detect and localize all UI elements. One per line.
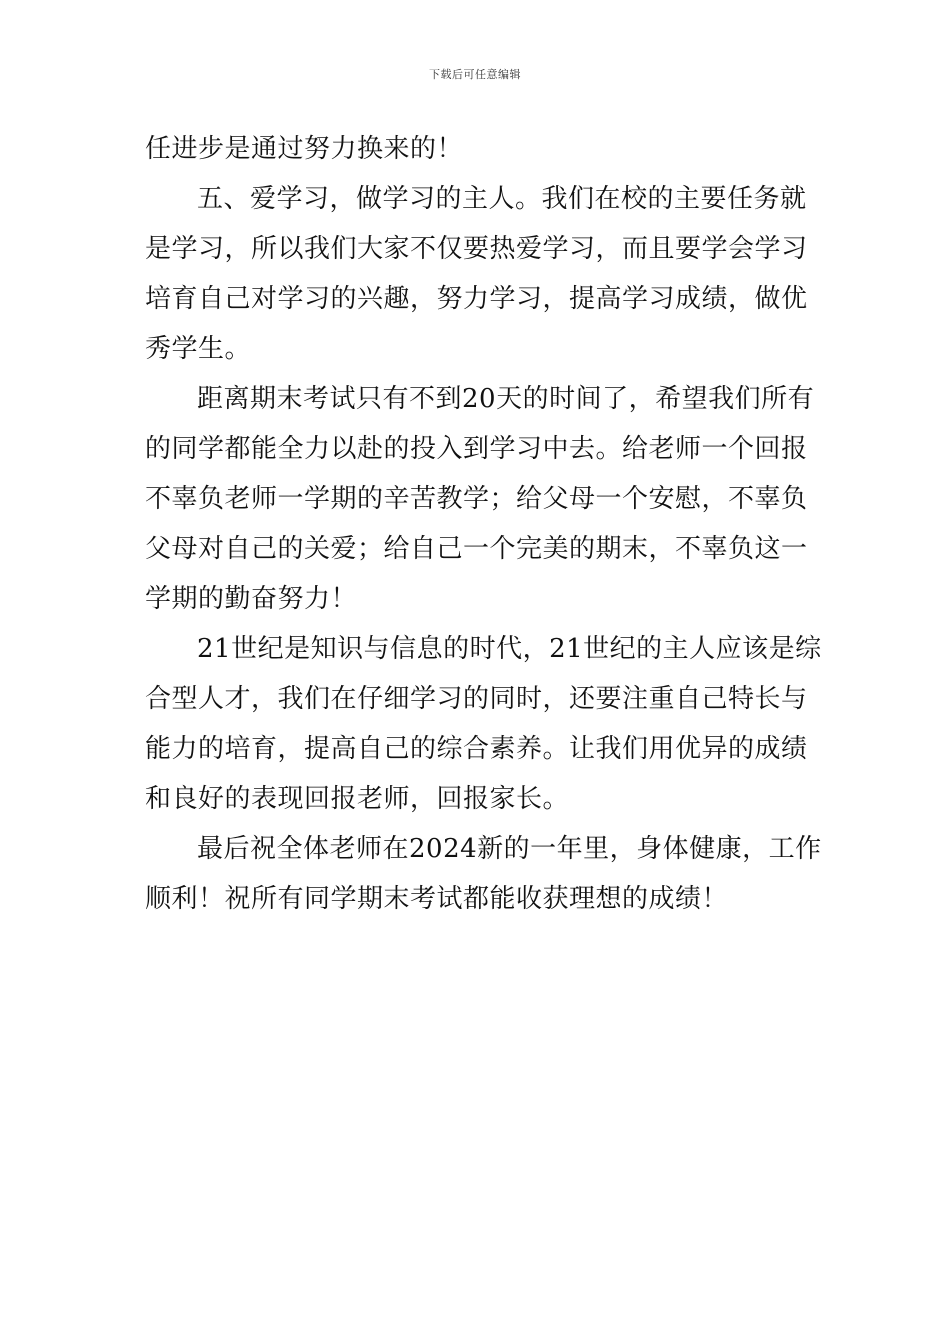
text-line: 能力的培育，提高自己的综合素养。让我们用优异的成绩 — [145, 734, 808, 764]
paragraph-start-line: 21世纪是知识与信息的时代，21世纪的主人应该是综 — [197, 634, 822, 664]
text-line: 合型人才，我们在仔细学习的同时，还要注重自己特长与 — [145, 684, 808, 714]
paragraph-start-line: 距离期末考试只有不到20天的时间了，希望我们所有 — [197, 384, 815, 414]
text-line: 培育自己对学习的兴趣，努力学习，提高学习成绩，做优 — [145, 284, 808, 314]
paragraph-start-line: 最后祝全体老师在2024新的一年里，身体健康，工作 — [197, 834, 822, 864]
text-line: 父母对自己的关爱；给自己一个完美的期末，不辜负这一 — [145, 534, 808, 564]
text-line: 秀学生。 — [145, 334, 252, 364]
text-line: 和良好的表现回报老师，回报家长。 — [145, 784, 570, 814]
text-line: 是学习，所以我们大家不仅要热爱学习，而且要学会学习 — [145, 234, 808, 264]
text-line: 不辜负老师一学期的辛苦教学；给父母一个安慰，不辜负 — [145, 484, 808, 514]
text-line: 任进步是通过努力换来的！ — [145, 134, 464, 164]
text-line: 学期的勤奋努力！ — [145, 584, 358, 614]
paragraph-start-line: 五、爱学习，做学习的主人。我们在校的主要任务就 — [197, 184, 807, 214]
document-body — [145, 124, 822, 924]
text-line: 的同学都能全力以赴的投入到学习中去。给老师一个回报 — [145, 434, 808, 464]
page-header-note: 下载后可任意编辑 — [429, 68, 521, 81]
text-line: 顺利！祝所有同学期末考试都能收获理想的成绩！ — [145, 884, 729, 914]
